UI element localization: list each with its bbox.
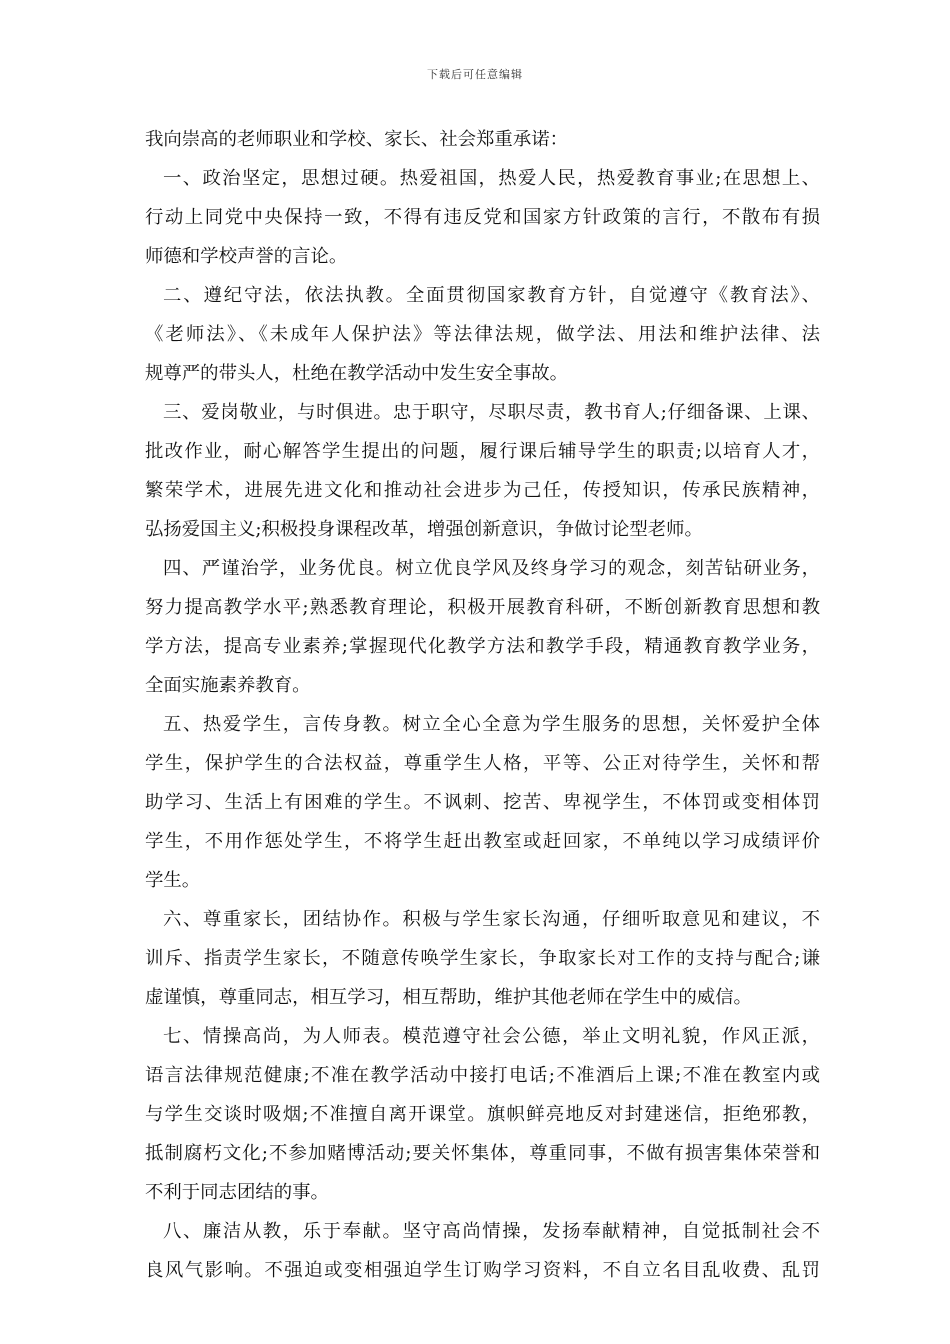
body-line: 语言法律规范健康;不准在教学活动中接打电话;不准酒后上课;不准在教室内或 [145,1065,820,1086]
body-line: 弘扬爱国主义;积极投身课程改革，增强创新意识，争做讨论型老师。 [145,519,703,540]
body-line: 《老师法》、《未成年人保护法》等法律法规，做学法、用法和维护法律、法 [145,324,820,345]
body-line: 不利于同志团结的事。 [145,1182,329,1203]
body-line: 七、情操高尚，为人师表。模范遵守社会公德，举止文明礼貌，作风正派， [163,1026,820,1047]
body-line: 抵制腐朽文化;不参加赌博活动;要关怀集体，尊重同事，不做有损害集体荣誉和 [145,1143,820,1164]
body-line: 我向崇高的老师职业和学校、家长、社会郑重承诺： [145,129,568,150]
body-line: 八、廉洁从教，乐于奉献。坚守高尚情操，发扬奉献精神，自觉抵制社会不 [163,1221,820,1242]
body-line: 良风气影响。不强迫或变相强迫学生订购学习资料，不自立名目乱收费、乱罚 [145,1260,820,1281]
body-line: 四、严谨治学，业务优良。树立优良学风及终身学习的观念，刻苦钻研业务， [163,558,820,579]
body-line: 与学生交谈时吸烟;不准擅自离开课堂。旗帜鲜亮地反对封建迷信，拒绝邪教， [145,1104,820,1125]
body-line: 师德和学校声誉的言论。 [145,246,348,267]
page-header: 下载后可任意编辑 [427,68,523,81]
body-line: 二、遵纪守法，依法执教。全面贯彻国家教育方针，自觉遵守《教育法》、 [163,285,820,306]
body-line: 学方法，提高专业素养;掌握现代化教学方法和教学手段，精通教育教学业务， [145,636,820,657]
body-line: 学生，保护学生的合法权益，尊重学生人格，平等、公正对待学生，关怀和帮 [145,753,820,774]
body-line: 训斥、指责学生家长，不随意传唤学生家长，争取家长对工作的支持与配合;谦 [145,948,820,969]
body-line: 努力提高教学水平;熟悉教育理论，积极开展教育科研，不断创新教育思想和教 [145,597,820,618]
body-line: 五、热爱学生，言传身教。树立全心全意为学生服务的思想，关怀爱护全体 [163,714,820,735]
document-body [145,120,820,1290]
body-line: 六、尊重家长，团结协作。积极与学生家长沟通，仔细听取意见和建议，不 [163,909,820,930]
body-line: 学生，不用作惩处学生，不将学生赶出教室或赶回家，不单纯以学习成绩评价 [145,831,820,852]
body-line: 一、政治坚定，思想过硬。热爱祖国，热爱人民，热爱教育事业;在思想上、 [163,168,820,189]
body-line: 批改作业，耐心解答学生提出的问题，履行课后辅导学生的职责;以培育人才， [145,441,820,462]
body-line: 虚谨慎，尊重同志，相互学习，相互帮助，维护其他老师在学生中的威信。 [145,987,752,1008]
body-line: 行动上同党中央保持一致，不得有违反党和国家方针政策的言行，不散布有损 [145,207,820,228]
body-line: 规尊严的带头人，杜绝在教学活动中发生安全事故。 [145,363,568,384]
body-line: 繁荣学术，进展先进文化和推动社会进步为己任，传授知识，传承民族精神， [145,480,820,501]
body-line: 助学习、生活上有困难的学生。不讽刺、挖苦、卑视学生，不体罚或变相体罚 [145,792,820,813]
body-line: 三、爱岗敬业，与时俱进。忠于职守，尽职尽责，教书育人;仔细备课、上课、 [163,402,820,423]
body-line: 学生。 [145,870,201,891]
body-line: 全面实施素养教育。 [145,675,311,696]
